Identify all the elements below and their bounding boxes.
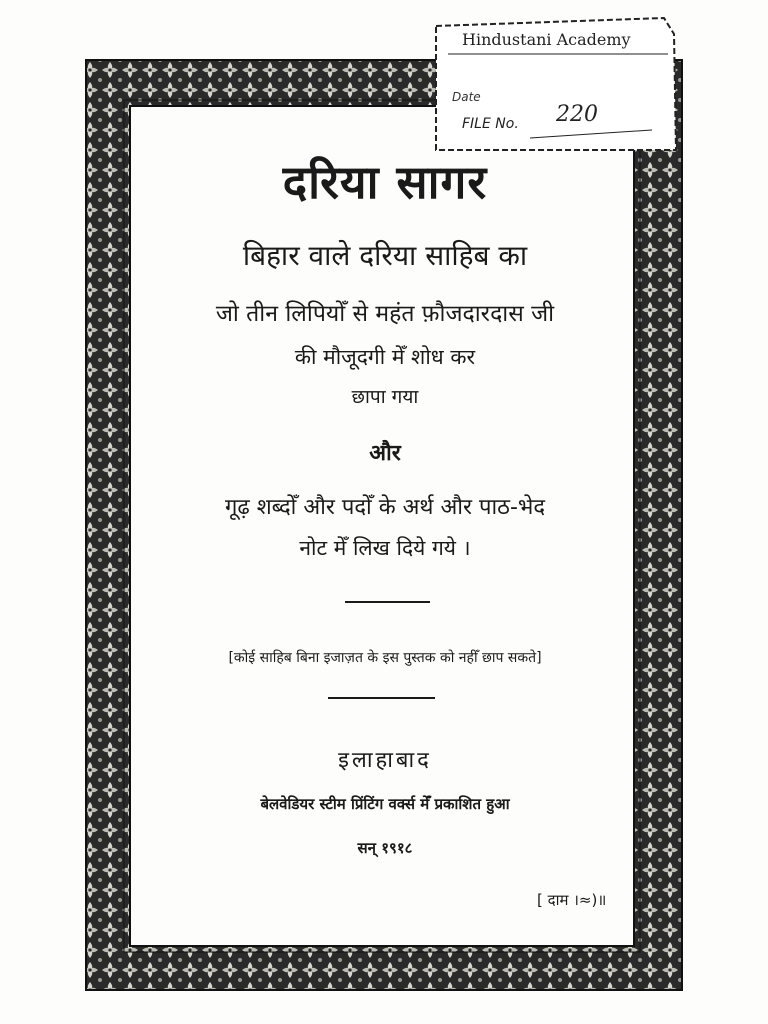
stamp-date-label: Date xyxy=(452,90,481,104)
description-conjunction: और xyxy=(369,441,401,466)
stamp-organization: Hindustani Academy xyxy=(462,30,631,49)
divider-rule xyxy=(345,601,430,603)
description-line-2: की मौजूदगी मेँ शोध कर xyxy=(294,345,476,369)
price-label: [ दाम ।≈)॥ xyxy=(537,891,607,909)
stamp-file-number: 220 xyxy=(556,102,598,127)
subtitle: बिहार वाले दरिया साहिब का xyxy=(242,239,528,272)
description-line-5: नोट मेँ लिख दिये गये । xyxy=(299,536,471,560)
publication-city: इलाहाबाद xyxy=(338,748,432,773)
divider-rule xyxy=(328,697,435,699)
copyright-notice: [कोई साहिब बिना इजाज़त के इस पुस्तक को नहीँ छाप सकते] xyxy=(228,650,542,666)
description-line-1: जो तीन लिपियोँ से महंत फ़ौजदारदास जी xyxy=(215,301,555,327)
description-line-4: गूढ़ शब्दोँ और पदोँ के अर्थ और पाठ-भेद xyxy=(224,495,546,520)
description-line-3: छापा गया xyxy=(351,386,419,408)
stamp-file-label: FILE No. xyxy=(462,116,519,132)
publisher-line: बेलवेडियर स्टीम प्रिंटिंग वर्क्स मेँ प्रकाशित हुआ xyxy=(260,795,510,813)
book-title: दरिया सागर xyxy=(282,155,488,209)
publication-year: सन् १९१८ xyxy=(357,839,413,857)
